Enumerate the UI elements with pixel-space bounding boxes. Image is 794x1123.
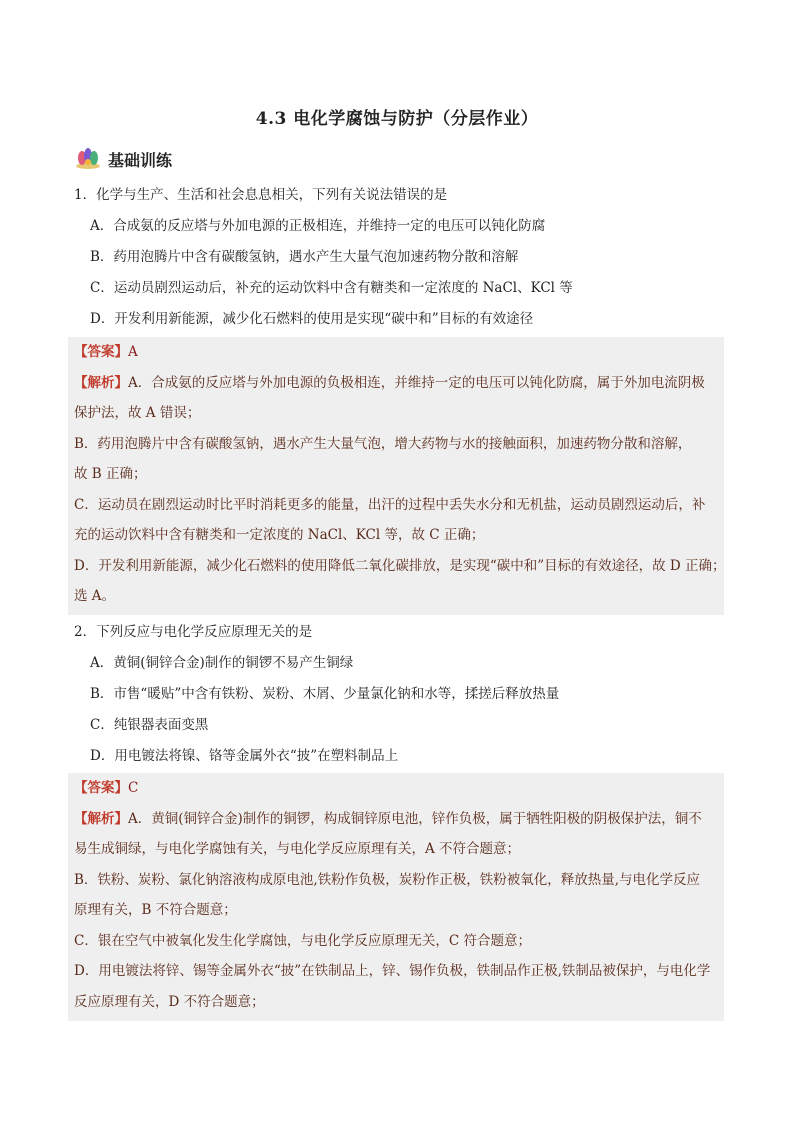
question-option: B．市售“暖贴”中含有铁粉、炭粉、木屑、少量氯化钠和水等，揉搓后释放热量 — [90, 686, 560, 702]
analysis-line: 原理有关，B 不符合题意； — [74, 902, 237, 918]
analysis-line: C．银在空气中被氧化发生化学腐蚀，与电化学反应原理无关，C 符合题意； — [74, 932, 531, 949]
question-option: D．开发利用新能源，减少化石燃料的使用是实现“碳中和”目标的有效途径 — [90, 311, 534, 327]
answer-value: A — [128, 344, 138, 360]
answer-block-1 — [68, 337, 724, 615]
document-title: 4.3 电化学腐蚀与防护（分层作业） — [255, 109, 539, 129]
analysis-tag: 【解析】 — [74, 374, 128, 391]
analysis-line: 反应原理有关，D 不符合题意； — [74, 993, 265, 1010]
question-option: D．用电镀法将镍、铬等金属外衣“披”在塑料制品上 — [90, 748, 399, 764]
question-stem: 2．下列反应与电化学反应原理无关的是 — [74, 624, 313, 640]
question-1 — [74, 180, 724, 335]
question-option: A．合成氨的反应塔与外加电源的正极相连，并维持一定的电压可以钝化防腐 — [90, 218, 546, 234]
question-option: C．运动员剧烈运动后，补充的运动饮料中含有糖类和一定浓度的 NaCl、KCl 等 — [90, 280, 573, 296]
analysis-line: 保护法，故 A 错误； — [74, 405, 201, 421]
answer-tag: 【答案】 — [74, 344, 128, 360]
answer-block-2 — [68, 773, 724, 1021]
analysis-line: D．用电镀法将锌、锡等金属外衣“披”在铁制品上，锌、锡作负极，铁制品作正极,铁制品被保护，与电化学 — [74, 963, 711, 979]
question-option: C．纯银器表面变黑 — [90, 717, 209, 733]
question-2 — [74, 617, 724, 772]
question-option: B．药用泡腾片中含有碳酸氢钠，遇水产生大量气泡加速药物分散和溶解 — [90, 249, 519, 265]
analysis-line: A．合成氨的反应塔与外加电源的负极相连，并维持一定的电压可以钝化防腐，属于外加电流阴极 — [128, 374, 705, 391]
analysis-line: B．药用泡腾片中含有碳酸氢钠，遇水产生大量气泡，增大药物与水的接触面积，加速药物分散和溶解， — [74, 435, 692, 452]
analysis-line: 故 B 正确； — [74, 466, 147, 482]
analysis-line: D．开发利用新能源，减少化石燃料的使用降低二氧化碳排放，是实现“碳中和”目标的有效途径，故 D 正确； — [74, 557, 726, 574]
flower-icon — [74, 148, 102, 170]
answer-value: C — [128, 780, 139, 796]
section-title: 基础训练 — [108, 150, 173, 170]
analysis-line: C．运动员在剧烈运动时比平时消耗更多的能量，出汗的过程中丢失水分和无机盐，运动员剧烈运动后，补 — [74, 496, 706, 513]
analysis-line: 充的运动饮料中含有糖类和一定浓度的 NaCl、KCl 等，故 C 正确； — [74, 527, 485, 543]
analysis-tag: 【解析】 — [74, 810, 128, 827]
question-stem: 1．化学与生产、生活和社会息息相关，下列有关说法错误的是 — [74, 187, 448, 203]
question-option: A．黄铜(铜锌合金)制作的铜锣不易产生铜绿 — [90, 655, 354, 671]
section-header — [74, 146, 172, 172]
analysis-line: 选 A。 — [74, 588, 116, 604]
analysis-line: A．黄铜(铜锌合金)制作的铜锣，构成铜锌原电池，锌作负极，属于牺牲阳极的阴极保护法，铜不 — [128, 810, 702, 827]
analysis-line: 易生成铜绿，与电化学腐蚀有关，与电化学反应原理有关，A 不符合题意； — [74, 841, 521, 857]
analysis-line: B．铁粉、炭粉、氯化钠溶液构成原电池,铁粉作负极，炭粉作正极，铁粉被氧化，释放热量,与电化学反应 — [74, 871, 701, 888]
answer-tag: 【答案】 — [74, 780, 128, 796]
